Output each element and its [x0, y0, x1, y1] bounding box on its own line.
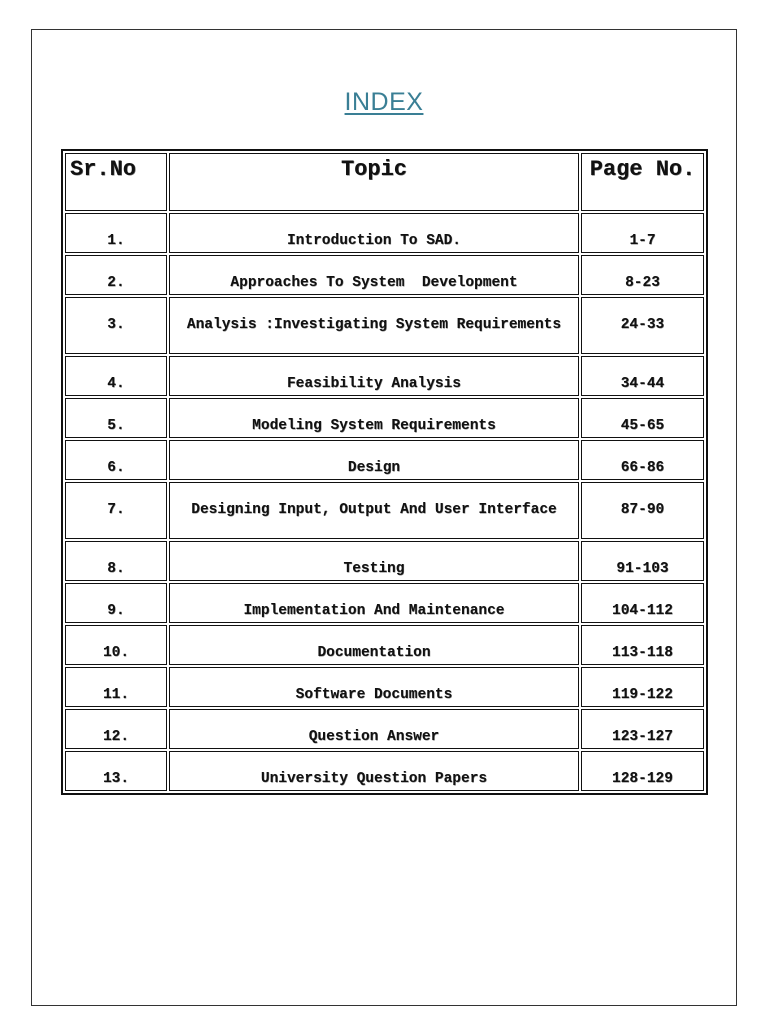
table-row: [65, 297, 704, 354]
row-topic: Documentation: [169, 625, 579, 665]
row-number: 9.: [65, 583, 167, 623]
table-row: [65, 255, 704, 295]
row-topic: Design: [169, 440, 579, 480]
row-topic: Modeling System Requirements: [169, 398, 579, 438]
row-topic: University Question Papers: [169, 751, 579, 791]
row-pages: 91-103: [581, 541, 704, 581]
table-row: [65, 751, 704, 791]
row-number: 6.: [65, 440, 167, 480]
row-number: 3.: [65, 297, 167, 354]
row-topic: Testing: [169, 541, 579, 581]
table-row: [65, 667, 704, 707]
row-pages: 119-122: [581, 667, 704, 707]
row-topic: Designing Input, Output And User Interface: [169, 482, 579, 539]
row-number: 1.: [65, 213, 167, 253]
table-row: [65, 213, 704, 253]
table-row: [65, 541, 704, 581]
row-pages: 45-65: [581, 398, 704, 438]
row-topic: Software Documents: [169, 667, 579, 707]
row-number: 12.: [65, 709, 167, 749]
row-number: 8.: [65, 541, 167, 581]
row-number: 2.: [65, 255, 167, 295]
row-pages: 87-90: [581, 482, 704, 539]
table-row: [65, 482, 704, 539]
row-number: 10.: [65, 625, 167, 665]
row-pages: 123-127: [581, 709, 704, 749]
row-number: 7.: [65, 482, 167, 539]
row-pages: 66-86: [581, 440, 704, 480]
header-topic: Topic: [169, 153, 579, 211]
row-pages: 24-33: [581, 297, 704, 354]
row-pages: 104-112: [581, 583, 704, 623]
row-number: 5.: [65, 398, 167, 438]
row-pages: 113-118: [581, 625, 704, 665]
row-topic: Analysis :Investigating System Requirements: [169, 297, 579, 354]
row-topic: Approaches To System Development: [169, 255, 579, 295]
header-page-no: Page No.: [581, 153, 704, 211]
table-row: [65, 440, 704, 480]
row-topic: Feasibility Analysis: [169, 356, 579, 396]
row-number: 4.: [65, 356, 167, 396]
table-row: [65, 625, 704, 665]
row-number: 11.: [65, 667, 167, 707]
table-header-row: [65, 153, 704, 211]
row-pages: 34-44: [581, 356, 704, 396]
row-pages: 1-7: [581, 213, 704, 253]
page-title: INDEX: [344, 88, 424, 116]
index-table: [61, 149, 708, 795]
row-topic: Question Answer: [169, 709, 579, 749]
table-row: [65, 398, 704, 438]
row-pages: 8-23: [581, 255, 704, 295]
header-srno: Sr.No: [65, 153, 167, 211]
row-number: 13.: [65, 751, 167, 791]
table-row: [65, 709, 704, 749]
table-row: [65, 583, 704, 623]
row-pages: 128-129: [581, 751, 704, 791]
row-topic: Implementation And Maintenance: [169, 583, 579, 623]
row-topic: Introduction To SAD.: [169, 213, 579, 253]
table-row: [65, 356, 704, 396]
